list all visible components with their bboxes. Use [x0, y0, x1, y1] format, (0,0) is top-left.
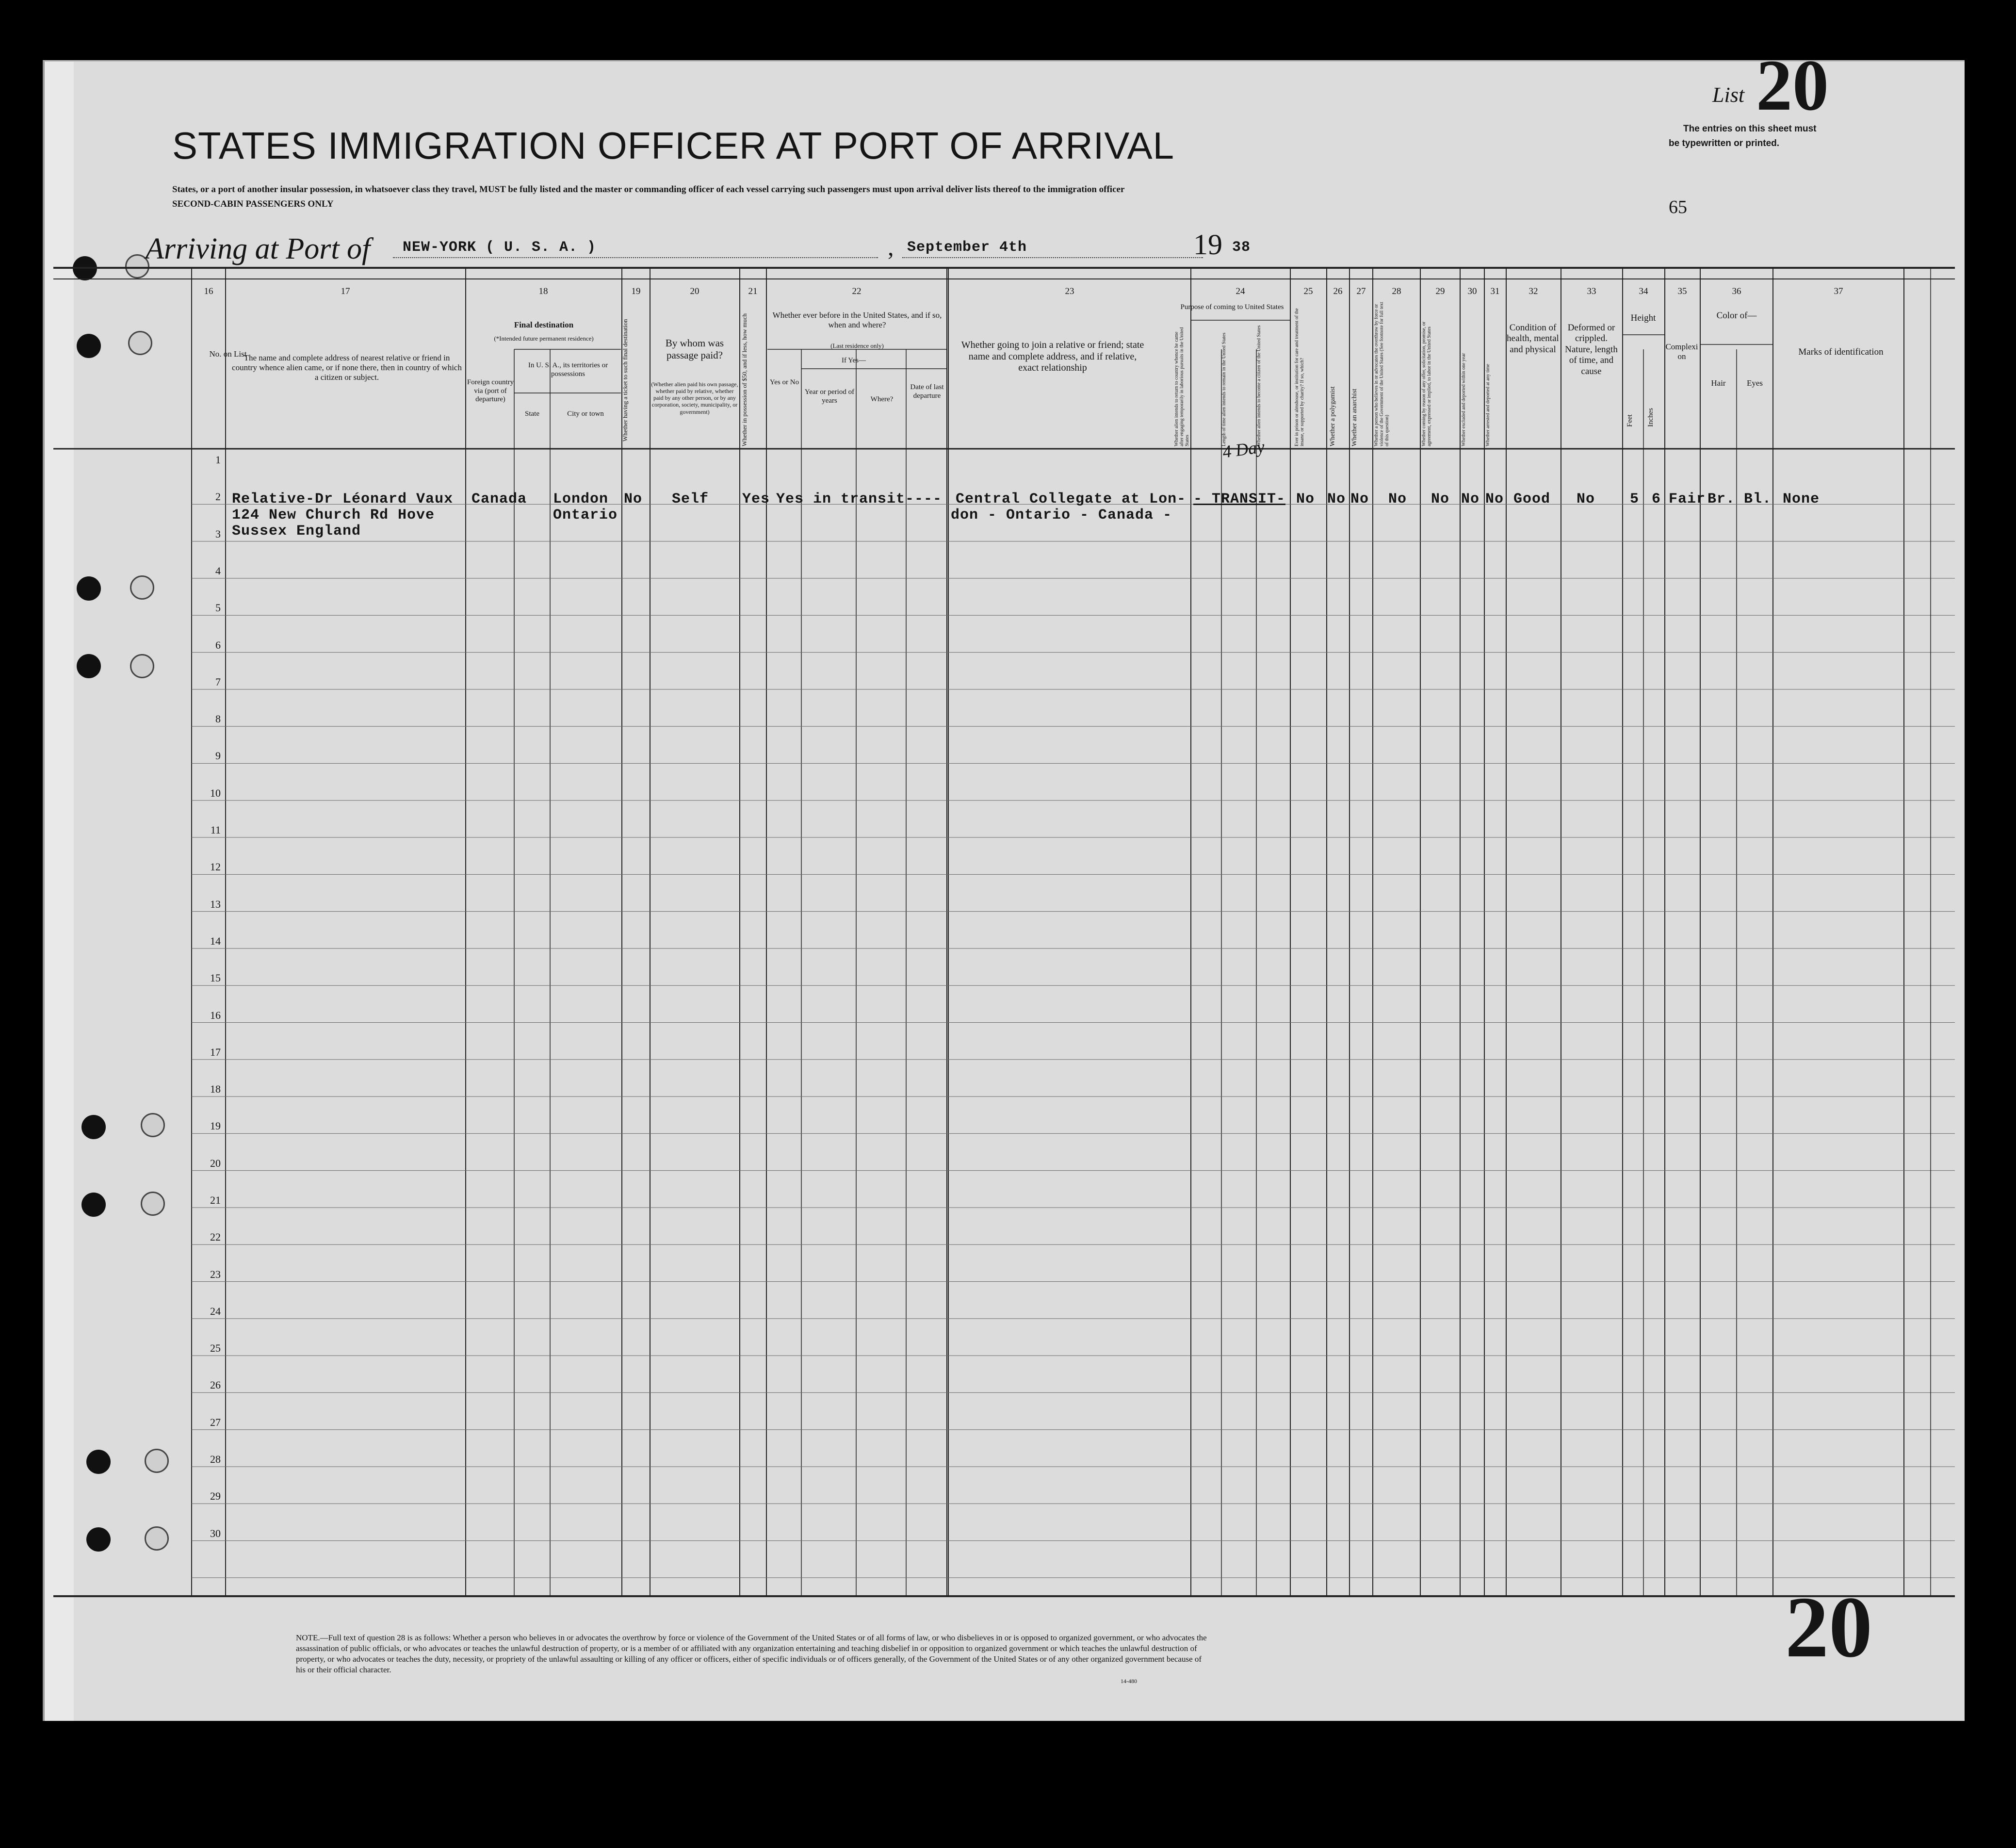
entry-foreign-country: Canada [471, 491, 527, 507]
column-number: 34 [1639, 286, 1648, 296]
entry-anarchist: No [1350, 491, 1369, 507]
row-number: 22 [210, 1231, 221, 1243]
column-number: 16 [204, 286, 213, 296]
column-number: 31 [1490, 286, 1500, 296]
header-complexion: Complexion [1665, 342, 1698, 361]
entry-eyes: Bl. [1744, 491, 1772, 507]
footer-note: NOTE.—Full text of question 28 is as follows: Whether a person who believes in or advocates the overthrow by force or violence of the Government of the United States or of all forms of law, or who disbelieves in or is opposed to organized government, or who advocates the assassination of public officials, or who advocates or teaches the unlawful destruction of property, or is a member of or affiliated with any organization entertaining and teaching disbelief in or opposition to organized government or which teaches the unlawful destruction of property, or who advocates or teaches the duty, necessity, or propriety of the unlawful assaulting or killing of any officer or officers, either of specific individuals or of officers generally, of the Government of the United States or of any other organized government because of his or their official character. [296, 1633, 1207, 1675]
row-number: 24 [210, 1305, 221, 1317]
cabin-class: SECOND-CABIN PASSENGERS ONLY [172, 199, 334, 209]
year-prefix: 19 [1193, 229, 1222, 261]
entry-excluded: No [1461, 491, 1480, 507]
header-date-departure: Date of last departure [910, 383, 944, 400]
header-purpose-citizen: Whether alien intends to become a citizen of the United States [1256, 325, 1262, 446]
entry-ticket: No [624, 491, 643, 507]
header-purpose-length: Length of time alien intends to remain in the United States [1221, 332, 1227, 446]
header-health: Condition of health, mental and physical [1507, 323, 1559, 355]
entry-overthrow: No [1388, 491, 1407, 507]
header-anarchist: Whether an anarchist [1351, 389, 1358, 446]
column-number: 27 [1356, 286, 1366, 296]
entry-joining-line2: don - Ontario - Canada - [951, 507, 1172, 523]
row-number: 8 [215, 713, 221, 725]
header-marks: Marks of identification [1798, 347, 1884, 357]
list-number: 20 [1756, 45, 1829, 126]
entry-prison: No [1296, 491, 1315, 507]
entry-feet: 5 [1630, 491, 1640, 507]
header-excluded: Whether excluded and deported within one year [1461, 353, 1466, 446]
column-number: 28 [1392, 286, 1401, 296]
row-number: 30 [210, 1527, 221, 1539]
row-number: 13 [210, 898, 221, 910]
entry-contract: No [1431, 491, 1450, 507]
row-number: 28 [210, 1453, 221, 1465]
header-where: Where? [870, 395, 894, 403]
row-number: 20 [210, 1157, 221, 1169]
arrival-port: NEW-YORK ( U. S. A. ) [403, 239, 597, 256]
header-passage-paid-note: (Whether alien paid his own passage, whether paid by relative, whether paid by any other person, or by any corporation, society, municipality, or government) [651, 381, 738, 415]
page-number: 65 [1669, 197, 1687, 217]
row-number: 12 [210, 861, 221, 873]
header-polygamist: Whether a polygamist [1329, 386, 1336, 446]
column-number: 35 [1677, 286, 1687, 296]
header-relative-address: The name and complete address of nearest relative or friend in country whence alien came, or if none there, then in country of which a citizen or subject. [232, 353, 462, 382]
row-number: 4 [215, 565, 221, 577]
row-number: 9 [215, 750, 221, 762]
row-number: 18 [210, 1083, 221, 1096]
column-number: 30 [1467, 286, 1477, 296]
comma: , [888, 233, 894, 261]
header-no-on-list: No. on List [209, 349, 247, 359]
row-number: 16 [210, 1009, 221, 1021]
form-code: 14-480 [1121, 1678, 1137, 1684]
entry-relative-line3: Sussex England [232, 523, 361, 540]
header-if-yes: If Yes— [841, 357, 866, 364]
entry-relative-line2: 124 New Church Rd Hove [232, 507, 435, 523]
row-number: 14 [210, 934, 221, 947]
column-number: 26 [1333, 286, 1343, 296]
column-number: 33 [1587, 286, 1596, 296]
header-height: Height [1630, 313, 1656, 323]
header-purpose: Purpose of coming to United States [1180, 303, 1284, 311]
entry-purpose: - TRANSIT- [1193, 491, 1286, 507]
column-number: 25 [1303, 286, 1313, 296]
entry-deformed: No [1577, 491, 1595, 507]
row-number: 25 [210, 1342, 221, 1355]
header-final-destination-note: (*Intended future permanent residence) [494, 335, 594, 342]
entry-ever-before: Yes in transit---- [776, 491, 943, 507]
header-purpose-return: Whether alien intends to return to country whence he came after engaging temporarily in laborious pursuits in the United States [1174, 327, 1190, 446]
row-number: 17 [210, 1046, 221, 1058]
header-hair: Hair [1711, 378, 1726, 388]
row-number: 2 [215, 491, 221, 503]
entry-fifty-dollars: Yes [742, 491, 770, 507]
header-color-of: Color of— [1716, 311, 1757, 321]
header-final-destination: Final destination [514, 320, 574, 329]
row-number: 26 [210, 1379, 221, 1391]
typewritten-note: The entries on this sheet must [1683, 124, 1817, 134]
entry-relative-line1: Relative-Dr Léonard Vaux [232, 491, 454, 507]
row-number: 23 [210, 1268, 221, 1280]
header-joining-relative: Whether going to join a relative or friend; state name and complete address, and if relative, exact relationship [961, 340, 1144, 374]
entry-passage-paid: Self [672, 491, 709, 507]
column-number: 32 [1528, 286, 1538, 296]
column-number: 29 [1435, 286, 1445, 296]
row-number: 29 [210, 1490, 221, 1503]
row-number: 21 [210, 1194, 221, 1206]
entry-purpose-handwritten: 4 Day [1221, 437, 1266, 462]
column-number: 24 [1236, 286, 1245, 296]
header-deported: Whether arrested and deported at any time [1485, 364, 1491, 446]
row-number: 10 [210, 786, 221, 799]
header-in-usa: In U. S. A., its territories or possessions [528, 361, 608, 378]
row-number: 5 [215, 602, 221, 614]
form-instructions: States, or a port of another insular possession, in whatsoever class they travel, MUST be fully listed and the master or commanding officer of each vessel carrying such passengers must upon arrival deliver lists thereof to the immigration officer [172, 184, 1125, 195]
header-year-period: Year or period of years [804, 388, 855, 405]
typewritten-note: be typewritten or printed. [1669, 138, 1780, 148]
header-deformed: Deformed or crippled. Nature, length of time, and cause [1565, 323, 1618, 376]
column-number: 36 [1732, 286, 1741, 296]
year-suffix: 38 [1232, 239, 1251, 256]
row-number: 11 [210, 824, 221, 836]
header-foreign-country: Foreign country via (port of departure) [467, 378, 514, 404]
column-number: 21 [748, 286, 758, 296]
entry-city-line1: London [553, 491, 609, 507]
entry-hair: Br. [1707, 491, 1736, 507]
entry-health: Good [1513, 491, 1551, 507]
footer-list-number: 20 [1785, 1579, 1872, 1675]
header-prison: Ever in prison or almshouse, or institution for care and treatment of the insane, or supported by charity? If so, which? [1294, 308, 1305, 446]
column-number: 22 [852, 286, 862, 296]
header-fifty-dollars: Whether in possession of $50, and if less, how much [741, 313, 748, 446]
header-ticket: Whether having a ticket to such final destination [621, 319, 629, 442]
header-passage-paid: By whom was passage paid? [665, 337, 724, 361]
row-number: 15 [210, 972, 221, 984]
entry-inches: 6 [1652, 491, 1661, 507]
row-number: 1 [215, 454, 221, 466]
header-ever-before: Whether ever before in the United States, and if so, when and where? [772, 311, 942, 330]
column-number: 17 [341, 286, 350, 296]
entry-complexion: Fair [1669, 491, 1706, 507]
entry-joining-line1: Central Collegate at Lon- [956, 491, 1187, 507]
header-last-residence: (Last residence only) [830, 342, 884, 349]
header-overthrow: Whether a person who believes in or advocates the overthrow by force or violence of the Government of the United States (See footnote for full text of this question) [1374, 302, 1390, 446]
column-number: 37 [1834, 286, 1843, 296]
header-inches: Inches [1647, 408, 1655, 427]
header-contract: Whether coming by reason of any offer, solicitation, promise, or agreement, expressed or implied, to labor in the United States [1421, 321, 1432, 446]
row-number: 6 [215, 638, 221, 651]
row-number: 7 [215, 675, 221, 688]
header-yes-or-no: Yes or No [769, 378, 799, 386]
header-feet: Feet [1626, 414, 1634, 427]
header-city-or-town: City or town [567, 410, 604, 418]
header-eyes: Eyes [1746, 378, 1763, 388]
column-number: 19 [631, 286, 641, 296]
arriving-label: Arriving at Port of [146, 232, 371, 265]
header-state: State [525, 410, 539, 418]
list-label: List [1712, 83, 1745, 107]
form-title: STATES IMMIGRATION OFFICER AT PORT OF ARRIVAL [172, 124, 1175, 167]
entry-polygamist: No [1327, 491, 1346, 507]
entry-city-line2: Ontario [553, 507, 618, 523]
entry-marks: None [1783, 491, 1820, 507]
column-number: 23 [1065, 286, 1074, 296]
column-number: 18 [538, 286, 548, 296]
column-number: 20 [690, 286, 699, 296]
row-number: 3 [215, 527, 221, 540]
row-number: 27 [210, 1416, 221, 1428]
arrival-date: September 4th [907, 239, 1027, 256]
row-number: 19 [210, 1120, 221, 1132]
entry-deported: No [1485, 491, 1504, 507]
